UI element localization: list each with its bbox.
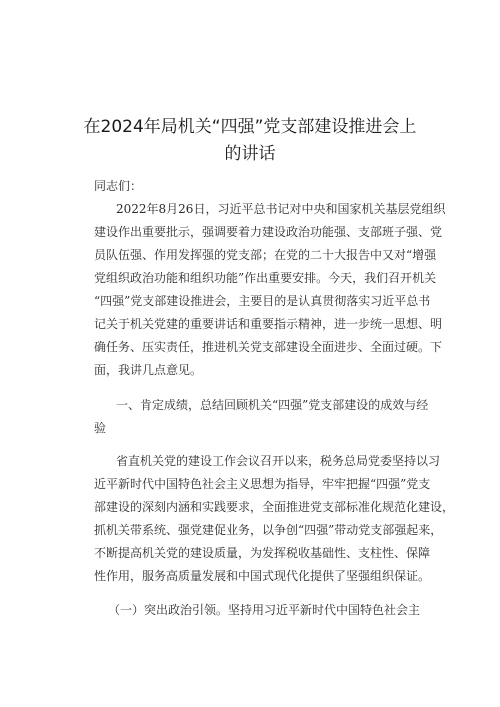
- paragraph-1-line-8: 面，我讲几点意见。: [94, 363, 203, 377]
- paragraph-3-line-6: 性作用，服务高质量发展和中国式现代化提供了坚强组织保证。: [94, 569, 431, 583]
- paragraph-3-line-5: 不断提高机关党的建设质量，为发挥税收基础性、支柱性、保障: [94, 546, 431, 560]
- paragraph-1-line-4: 党组织政治功能和组织功能”作出重要安排。今天，我们召开机关: [94, 271, 437, 285]
- subsection-line-1: （一）突出政治引领。坚持用习近平新时代中国特色社会主: [108, 603, 421, 617]
- document-title-line-2: 的讲话: [224, 144, 276, 164]
- paragraph-1-line-7: 确任务、压实责任，推进机关党支部建设全面进步、全面过硬。下: [94, 340, 443, 354]
- paragraph-1-line-3: 员队伍强、作用发挥强的党支部；在党的二十大报告中又对“增强: [94, 248, 437, 262]
- paragraph-1-line-1: 2022年8月26日，习近平总书记对中央和国家机关基层党组织: [116, 202, 446, 216]
- paragraph-3-line-1: 省直机关党的建设工作会议召开以来，税务总局党委坚持以习: [116, 454, 441, 468]
- paragraph-3-line-2: 近平新时代中国特色社会主义思想为指导，牢牢把握“四强”党支: [94, 477, 431, 491]
- paragraph-3-line-4: 抓机关带系统、强党建促业务，以争创“四强”带动党支部强起来，: [94, 523, 443, 537]
- paragraph-1-line-6: 记关于机关党建的重要讲话和重要指示精神，进一步统一思想、明: [94, 317, 443, 331]
- greeting: 同志们：: [94, 179, 143, 193]
- paragraph-1-line-2: 建设作出重要批示，强调要着力建设政治功能强、支部班子强、党: [94, 225, 443, 239]
- document-title-line-1: 在2024年局机关“四强”党支部建设推进会上: [83, 117, 417, 137]
- section-heading-line-2: 验: [94, 421, 107, 435]
- paragraph-1-line-5: “四强”党支部建设推进会，主要目的是认真贯彻落实习近平总书: [94, 294, 431, 308]
- paragraph-3-line-3: 部建设的深刻内涵和实践要求，全面推进党支部标准化规范化建设，: [94, 500, 455, 514]
- section-heading-line-1: 一、肯定成绩，总结回顾机关“四强”党支部建设的成效与经: [116, 398, 429, 412]
